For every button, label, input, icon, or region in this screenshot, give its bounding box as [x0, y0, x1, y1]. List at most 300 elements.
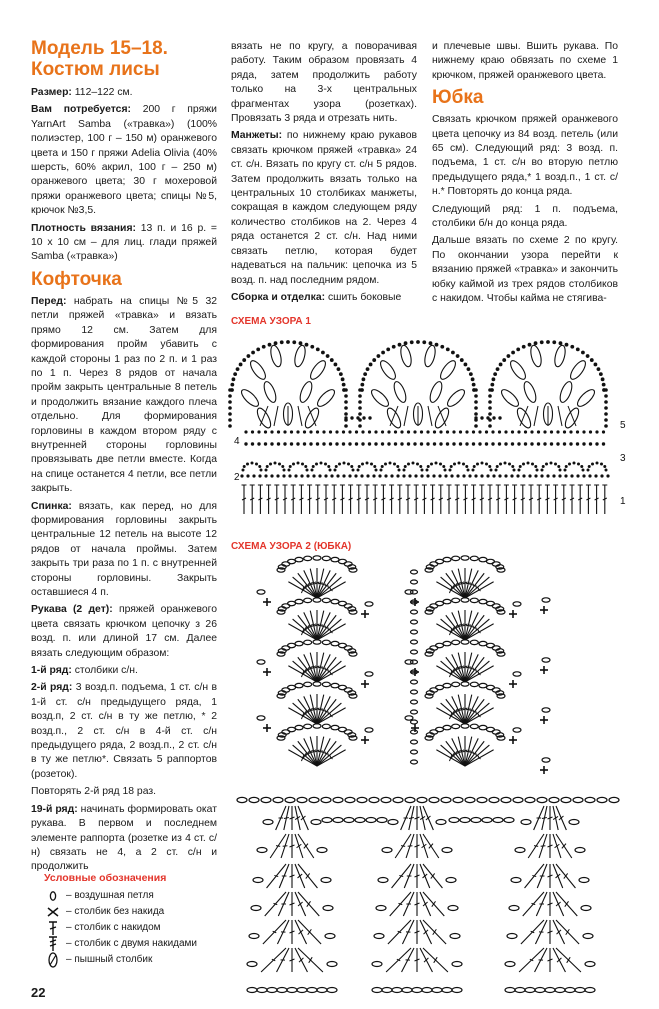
chain-stitch [555, 988, 565, 993]
chain-stitch [411, 660, 418, 664]
chain-dot [496, 367, 500, 371]
chain-dot [458, 462, 461, 465]
chain-dot [398, 469, 401, 472]
chain-dot [545, 462, 548, 465]
chain-dot [296, 430, 299, 433]
stitch-line [318, 583, 323, 584]
stitch-line [531, 931, 535, 932]
chain-dot [427, 465, 430, 468]
stitch-line [273, 903, 277, 904]
chain-dot [565, 343, 569, 347]
chain-stitch [436, 820, 446, 825]
chain-dot [251, 351, 255, 355]
chain-dot [602, 430, 605, 433]
chain-stitch [321, 797, 331, 802]
puff-stitch [315, 387, 337, 409]
chain-dot [486, 416, 489, 419]
chain-stitch [525, 797, 535, 802]
chain-dot [366, 367, 370, 371]
stitch-line [299, 930, 304, 934]
chain-stitch [417, 797, 427, 802]
chain-dot [469, 372, 473, 376]
chain-dot [322, 430, 325, 433]
chain-stitch [247, 962, 257, 967]
puff-stitch [423, 344, 437, 368]
chain-dot [490, 383, 494, 387]
chain-dot [568, 462, 571, 465]
chain-stitch [411, 720, 418, 724]
puff-stitch [575, 387, 597, 409]
chain-dot [591, 462, 594, 465]
chain-dot [232, 377, 236, 381]
chain-dot [449, 469, 452, 472]
chain-dot [381, 430, 384, 433]
chain-stitch [313, 724, 321, 728]
chain-stitch [338, 601, 346, 605]
puff-stitch [522, 380, 538, 404]
back-paragraph: Спинка: вязать, как перед, но для формирования горловины закрыть центральные 12 петель на высоте 12 рядов от начала проймы. Затем закрыть три раза по 1 п. с внутренней стороны горловины. Закрыть оставшиеся 4 п. [31, 500, 217, 598]
puff-stitch [433, 406, 451, 430]
chain-dot [511, 351, 515, 355]
chain-stitch [535, 988, 545, 993]
chain-dot [419, 465, 422, 468]
chain-dot [342, 474, 345, 477]
stitch-line [428, 406, 432, 426]
chain-dot [473, 465, 476, 468]
chain-dot [322, 442, 325, 445]
chain-dot [369, 363, 373, 367]
chain-dot [554, 462, 557, 465]
chain-stitch [436, 685, 444, 689]
chain-dot [404, 465, 407, 468]
stitch-line [325, 627, 329, 628]
chain-dot [569, 442, 572, 445]
chain-stitch [575, 848, 585, 853]
chain-dot [581, 351, 585, 355]
chain-dot [303, 430, 306, 433]
puff-stitch [385, 406, 403, 430]
chain-dot [493, 372, 497, 376]
chain-dot [495, 469, 498, 472]
chain-stitch [392, 988, 402, 993]
chain-stitch [583, 934, 593, 939]
chain-stitch [422, 988, 432, 993]
chain-dot [450, 474, 453, 477]
chain-stitch [411, 740, 418, 744]
chain-stitch [288, 727, 296, 731]
chain-dot [504, 462, 507, 465]
chain-stitch [333, 818, 343, 823]
chain-dot [472, 442, 475, 445]
chain-dot [361, 430, 364, 433]
chain-dot [374, 442, 377, 445]
chain-stitch [304, 724, 312, 728]
chain-stitch [489, 797, 499, 802]
chain-stitch [470, 556, 478, 560]
chain-dot [516, 347, 520, 351]
scheme-2-diagram [232, 552, 632, 1000]
size-paragraph: Размер: 112–122 см. [31, 87, 133, 98]
chain-dot [270, 474, 273, 477]
chain-stitch [338, 685, 346, 689]
chain-stitch [432, 988, 442, 993]
chain-dot [281, 465, 284, 468]
chain-dot [586, 354, 590, 358]
chain-dot [429, 341, 433, 345]
chain-dot [430, 462, 433, 465]
chain-dot [604, 412, 608, 416]
section-title-jacket: Кофточка [31, 268, 122, 290]
stitch-line [557, 958, 561, 962]
scheme-2-title: СХЕМА УЗОРА 2 (ЮБКА) [231, 541, 352, 552]
chain-dot [277, 442, 280, 445]
chain-dot [420, 430, 423, 433]
stitch-line [398, 931, 402, 932]
chain-dot [400, 430, 403, 433]
continuation-paragraph: вязать не по кругу, а поворачивая работу. Таким образом провязать 4 ряда, затем продолжить работу только на 3-х центральных фрагментах узора (розетках). Провязать 3 ряда и отрезать нить. [231, 41, 417, 125]
chain-dot [426, 442, 429, 445]
chain-stitch [322, 598, 330, 602]
chain-dot [258, 474, 261, 477]
chain-dot [534, 474, 537, 477]
stitch-line [318, 751, 323, 752]
chain-dot [498, 430, 501, 433]
chain-stitch [436, 601, 444, 605]
chain-dot [412, 462, 415, 465]
chain-dot [576, 430, 579, 433]
chain-dot [413, 430, 416, 433]
chain-dot [355, 430, 358, 433]
stitch-line [466, 709, 471, 710]
chain-dot [407, 462, 410, 465]
chain-dot [504, 430, 507, 433]
chain-stitch [411, 610, 418, 614]
chain-dot [507, 354, 511, 358]
chain-dot [490, 469, 493, 472]
chain-stitch [479, 557, 487, 561]
chain-stitch [461, 598, 469, 602]
chain-dot [361, 442, 364, 445]
chain-dot [342, 383, 346, 387]
chain-dot [459, 430, 462, 433]
chain-dot [343, 462, 346, 465]
chain-stitch [313, 640, 321, 644]
puff-stitch [239, 387, 261, 409]
chain-dot [258, 465, 261, 468]
chain-dot [392, 345, 396, 349]
chain-dot [530, 430, 533, 433]
chain-dot [377, 354, 381, 358]
chain-dot [582, 442, 585, 445]
stitch-line [318, 667, 323, 668]
chain-dot [347, 462, 350, 465]
chain-stitch [304, 556, 312, 560]
row-label: 2 [234, 472, 240, 483]
chain-dot [438, 474, 441, 477]
chain-dot [531, 462, 534, 465]
chain-stitch [549, 797, 559, 802]
stitch-line [534, 406, 538, 426]
chain-stitch [237, 797, 247, 802]
chain-dot [228, 412, 232, 416]
puff-stitch [392, 380, 408, 404]
puff-stitch [293, 344, 307, 368]
stitch-line [559, 816, 564, 820]
chain-stitch [366, 818, 376, 823]
chain-stitch [575, 988, 585, 993]
puff-stitch [553, 344, 567, 368]
chain-stitch [609, 797, 619, 802]
chain-stitch [322, 640, 330, 644]
stitch-line [301, 816, 306, 820]
row-label: 1 [620, 496, 626, 507]
chain-dot [465, 442, 468, 445]
chain-dot [389, 462, 392, 465]
chain-dot [546, 474, 549, 477]
chain-stitch [261, 797, 271, 802]
chain-dot [290, 430, 293, 433]
chain-dot [327, 465, 330, 468]
assembly-paragraph: Сборка и отделка: сшить боковые [231, 291, 402, 303]
chain-stitch [249, 934, 259, 939]
chain-stitch [585, 988, 595, 993]
chain-dot [604, 406, 608, 410]
chain-stitch [257, 848, 267, 853]
chain-stitch [513, 797, 523, 802]
sleeves-paragraph: Рукава (2 дет): пряжей оранжевого цвета связать крючком цепочку з 26 возд. п. или длиной 17 см. Далее вязать следующим образом: [31, 604, 217, 659]
chain-dot [362, 377, 366, 381]
puff-stitch [508, 358, 528, 381]
chain-dot [416, 340, 420, 344]
chain-dot [312, 465, 315, 468]
chain-dot [446, 430, 449, 433]
chain-dot [324, 462, 327, 465]
chain-dot [269, 462, 272, 465]
chain-stitch [542, 708, 550, 712]
chain-dot [604, 388, 608, 392]
stitch-line [325, 669, 329, 670]
chain-dot [350, 416, 353, 419]
chain-dot [491, 430, 494, 433]
chain-dot [557, 465, 560, 468]
puff-stitch [262, 380, 278, 404]
chain-stitch [509, 906, 519, 911]
chain-stitch [295, 557, 303, 561]
chain-stitch [322, 818, 332, 823]
chain-dot [537, 430, 540, 433]
chain-stitch [537, 797, 547, 802]
chain-stitch [525, 988, 535, 993]
chain-dot [381, 465, 384, 468]
chain-stitch [470, 640, 478, 644]
chain-dot [348, 430, 351, 433]
chain-dot [594, 363, 598, 367]
chain-dot [252, 474, 255, 477]
chain-stitch [377, 818, 387, 823]
chain-stitch [561, 797, 571, 802]
chain-dot [361, 462, 364, 465]
chain-dot [563, 430, 566, 433]
chain-dot [474, 474, 477, 477]
chain-dot [280, 340, 284, 344]
chain-dot [563, 442, 566, 445]
chain-stitch [331, 557, 339, 561]
chain-stitch [338, 559, 346, 563]
chain-dot [582, 469, 585, 472]
chain-dot [408, 474, 411, 477]
chain-stitch [267, 988, 277, 993]
chain-stitch [470, 598, 478, 602]
chain-dot [407, 430, 410, 433]
chain-dot [488, 388, 492, 392]
chain-dot [559, 469, 562, 472]
chain-stitch [515, 988, 525, 993]
chain-dot [242, 358, 246, 362]
chain-dot [387, 442, 390, 445]
chain-stitch [331, 725, 339, 729]
chain-dot [439, 442, 442, 445]
chain-stitch [542, 598, 550, 602]
chain-dot [605, 469, 608, 472]
chain-dot [534, 341, 538, 345]
chain-dot [394, 430, 397, 433]
chain-dot [472, 430, 475, 433]
chain-dot [344, 400, 348, 404]
chain-stitch [461, 640, 469, 644]
chain-dot [244, 430, 247, 433]
stitch-line [274, 875, 278, 876]
chain-dot [536, 469, 539, 472]
row2-paragraph: 2-й ряд: 3 возд.п. подъема, 1 ст. с/н в 1-й ст. с/н предыдущего ряда, 1 возд.п, 2 ст. с/н в ту же петлю, * 2 возд.п., 2 ст. с/н в 4-й ст. с/н предыдущего ряда, 2 возд.п., 2 ст. с/н в ту же петлю*. Связать 5 раппортов (розеток). [31, 682, 218, 780]
puff-stitch [248, 358, 268, 381]
chain-dot [595, 430, 598, 433]
stitch-line [273, 931, 277, 932]
chain-stitch [505, 962, 515, 967]
chain-dot [310, 345, 314, 349]
chain-stitch [317, 848, 327, 853]
chain-dot [230, 383, 234, 387]
chain-dot [350, 465, 353, 468]
chain-stitch [257, 590, 265, 594]
chain-dot [522, 462, 525, 465]
chain-stitch [505, 988, 515, 993]
chain-dot [276, 474, 279, 477]
chain-dot [396, 465, 399, 468]
chain-dot [348, 474, 351, 477]
chain-stitch [486, 685, 494, 689]
puff-stitch [428, 380, 444, 404]
chain-stitch [411, 640, 418, 644]
chain-stitch [479, 725, 487, 729]
stitch-line [473, 753, 477, 754]
chain-dot [358, 412, 362, 416]
stitch-line [276, 846, 280, 847]
puff-stitch [255, 406, 273, 430]
chain-dot [496, 465, 499, 468]
chain-dot [268, 343, 272, 347]
chain-stitch [513, 672, 521, 676]
chain-dot [453, 462, 456, 465]
chain-dot [599, 372, 603, 376]
stitch-line [309, 957, 312, 963]
chain-stitch [443, 683, 451, 687]
stitch-line [398, 903, 402, 904]
front-paragraph: Перед: набрать на спицы №5 32 петли пряжей «травка» и вязать прямо 12 см. Затем для формирования пройм убавить с каждой стороны 1 раз по 2 п. и 1 раз по 1 п. Через 8 рядов от начала пройм закрыть центральные 8 петель и продолжить вязание каждого плеча отдельно. Для формирования горловины в каждом втором ряду с внутренней стороны горловины провязывать две петли вместе. Когда на спице останется 4 петли, все петли закрыть. [31, 295, 217, 495]
chain-dot [242, 469, 245, 472]
stitch-line [409, 818, 414, 819]
chain-dot [380, 469, 383, 472]
chain-stitch [521, 820, 531, 825]
chain-stitch [479, 641, 487, 645]
chain-dot [439, 430, 442, 433]
chain-dot [590, 358, 594, 362]
chain-dot [421, 469, 424, 472]
chain-dot [255, 462, 258, 465]
chain-stitch [448, 906, 458, 911]
chain-stitch [357, 797, 367, 802]
chain-dot [542, 465, 545, 468]
chain-dot [384, 462, 387, 465]
chain-stitch [295, 725, 303, 729]
chain-stitch [412, 988, 422, 993]
chain-dot [358, 424, 362, 428]
chain-dot [433, 442, 436, 445]
chain-stitch [355, 818, 365, 823]
chain-stitch [513, 728, 521, 732]
chain-dot [558, 474, 561, 477]
chain-dot [522, 345, 526, 349]
chain-stitch [263, 820, 273, 825]
legend [44, 870, 197, 968]
cuffs-paragraph: Манжеты: по нижнему краю рукавов связать крючком пряжей «травка» 24 ст. с/н. Вязать по кругу ст. с/н 5 рядов. Затем продолжить вязать только на центральных 10 столбиках манжеты, сокращая в каждом следующем ряду количество столбиков на 2. Через 4 ряда останется 2 ст. с/н. Над ними связать петлю, которая будет надеваться на пальчик: цепочка из 5 возд. п. над последним рядом. [231, 130, 417, 286]
chain-stitch [452, 598, 460, 602]
chain-dot [556, 442, 559, 445]
chain-stitch [288, 601, 296, 605]
chain-dot [582, 474, 585, 477]
chain-dot [459, 442, 462, 445]
stitch-line [556, 902, 561, 906]
puff-stitch [269, 344, 283, 368]
chain-dot [492, 474, 495, 477]
puff-stitch [399, 344, 413, 368]
chain-dot [550, 442, 553, 445]
puff-stitch [438, 358, 458, 381]
chain-stitch [322, 682, 330, 686]
chain-dot [510, 474, 513, 477]
chain-stitch [249, 797, 259, 802]
chain-stitch [452, 682, 460, 686]
chain-stitch [313, 556, 321, 560]
stitch-line [424, 930, 429, 934]
chain-stitch [450, 934, 460, 939]
chain-stitch [411, 680, 418, 684]
stitch-line [423, 902, 428, 906]
chain-stitch [277, 988, 287, 993]
stitch-line [401, 846, 405, 847]
chain-dot [288, 474, 291, 477]
chain-dot [290, 442, 293, 445]
chain-dot [301, 462, 304, 465]
chain-stitch [338, 643, 346, 647]
chain-dot [294, 474, 297, 477]
seams-paragraph: и плечевые швы. Вшить рукава. По нижнему краю обвязать по схеме 1 крючком, пряжей оранжевого цвета. [432, 41, 618, 81]
chain-dot [236, 367, 240, 371]
chain-dot [480, 416, 483, 419]
chain-stitch [436, 559, 444, 563]
stitch-line [466, 583, 471, 584]
chain-dot [552, 340, 556, 344]
chain-dot [316, 442, 319, 445]
